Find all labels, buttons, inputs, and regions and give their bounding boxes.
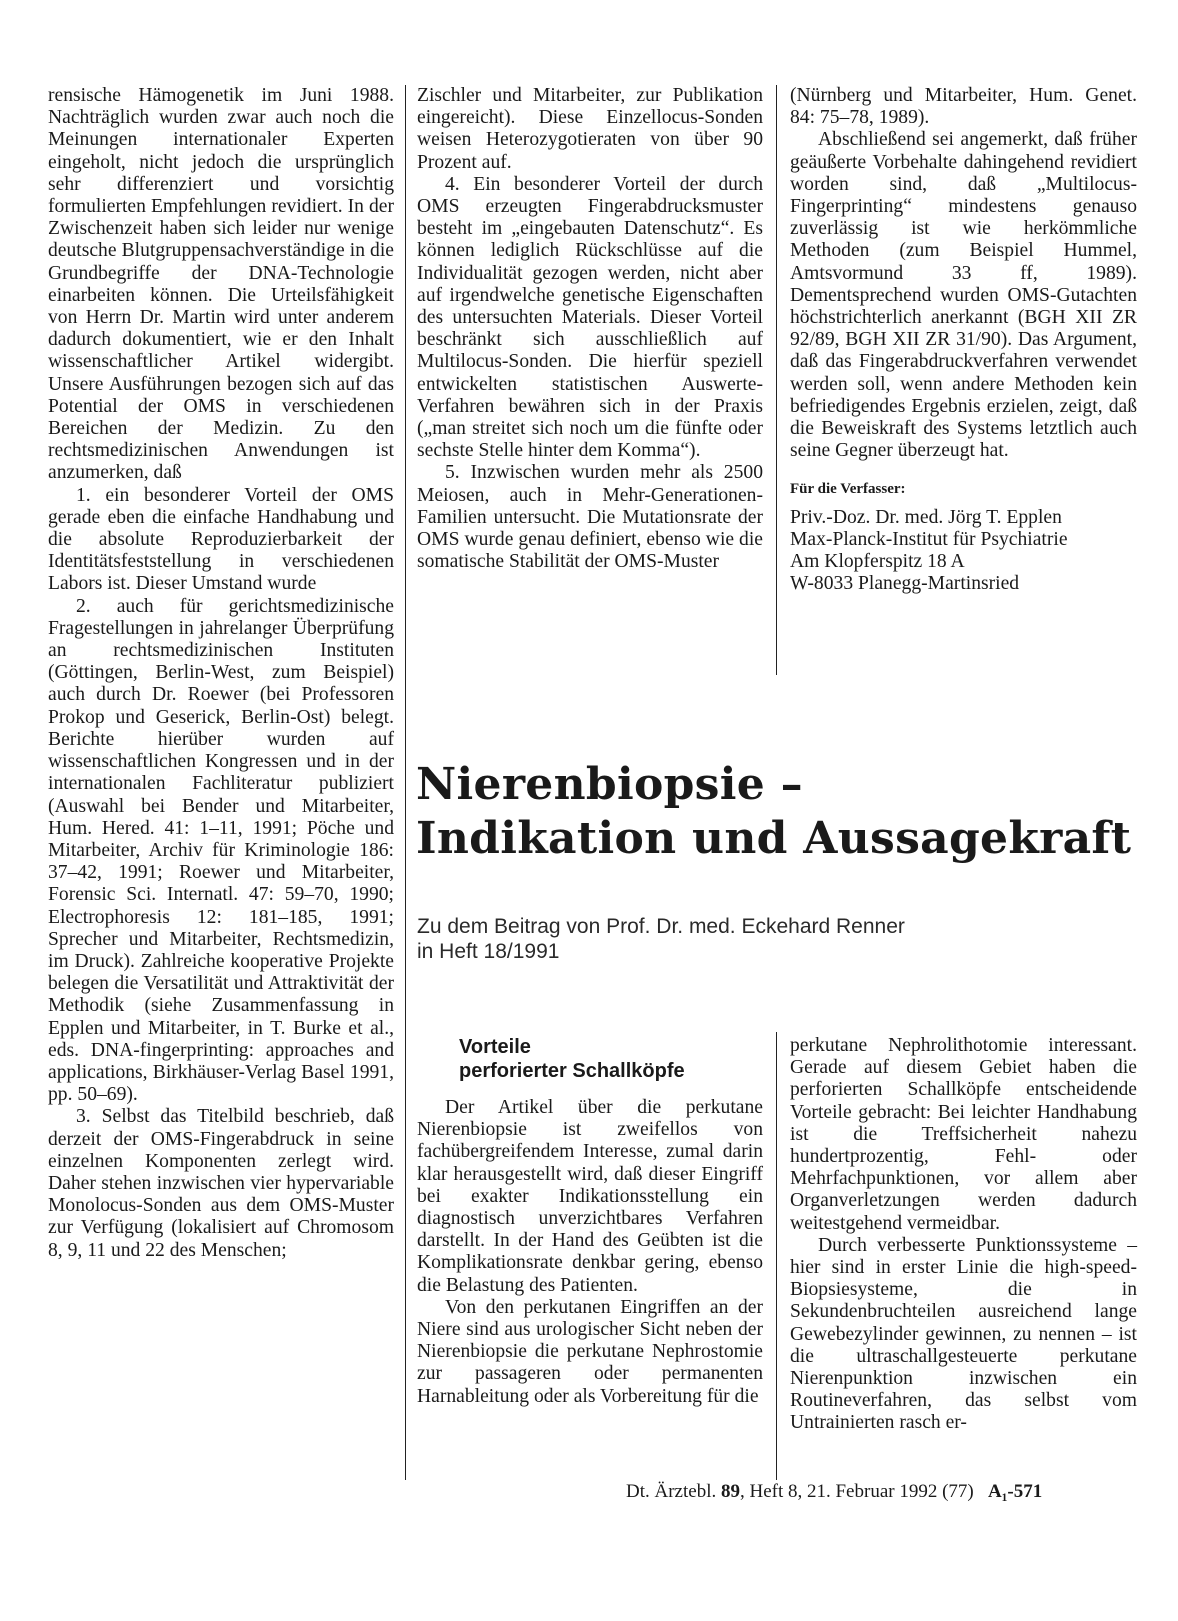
subline-line-2: in Heft 18/1991: [417, 940, 560, 963]
headline-line-2: Indikation und Aussagekraft: [416, 813, 1132, 864]
paragraph: Abschließend sei angemerkt, daß früher geäußerte Vorbehalte dahingehend revidiert worden sind, daß „Multilocus-Fingerprinting“ mindestens genauso zuverlässig ist wie herkömmliche Methoden (zum Beispiel Hummel, Amtsvormund 33 ff, 1989). Dementsprechend wurden OMS-Gutachten höchstrichterlich anerkannt (BGH XII ZR 92/89, BGH XII ZR 31/90). Das Argument, daß das Fingerabdruckverfahren verwendet werden soll, wenn andere Methoden kein befriedigendes Ergebnis erzielen, zeigt, daß die Beweiskraft des Systems letztlich auch seine Gegner überzeugt hat.: [790, 129, 1137, 462]
column-5: [790, 1035, 1137, 1435]
paragraph: Durch verbesserte Punktionssysteme – hier sind in erster Linie die high-speed-Biopsiesysteme, die in Sekundenbruchteilen ausreichend lange Gewebezylinder gewinnen, zu nennen – ist die ultraschallgesteuerte perkutane Nierenpunktion inzwischen ein Routineverfahren, das selbst vom Untrainierten rasch er-: [790, 1234, 1137, 1434]
paragraph: 2. auch für gerichtsmedizinische Fragestellungen in jahrelanger Überprüfung an rechtsmedizinischen Instituten (Göttingen, Berlin-West, zum Beispiel) auch durch Dr. Roewer (bei Professoren Prokop und Geserick, Berlin-Ost) belegt. Berichte hierüber wurden auf wissenschaftlichen Kongressen und in der internationalen Fachliteratur publiziert (Auswahl bei Bender und Mitarbeiter, Hum. Hered. 41: 1–11, 1991; Pöche und Mitarbeiter, Archiv für Kriminologie 186: 37–42, 1991; Roewer und Mitarbeiter, Forensic Sci. Internatl. 47: 59–70, 1990; Electrophoresis 12: 181–185, 1991; Sprecher und Mitarbeiter, Rechtsmedizin, im Druck). Zahlreiche kooperative Projekte belegen die Versatilität und Attraktivität der Methodik (siehe Zusammenfassung in Epplen und Mitarbeiter, in T. Burke et al., eds. DNA-fingerprinting: approaches and applications, Birkhäuser-Verlag Basel 1991, pp. 50–69).: [48, 595, 394, 1106]
paragraph: 1. ein besonderer Vorteil der OMS gerade eben die einfache Handhabung und die absolute Reproduzierbarkeit der Identitätsfeststellung in verschiedenen Labors ist. Dieser Umstand wurde: [48, 484, 394, 595]
signature-line: Am Klopferspitz 18 A: [790, 551, 965, 573]
subline-line-1: Zu dem Beitrag von Prof. Dr. med. Eckehard Renner: [417, 915, 905, 938]
paragraph: 4. Ein besonderer Vorteil der durch OMS erzeugten Fingerabdrucksmuster besteht im „eingebauten Datenschutz“. Es können lediglich Rückschlüsse auf die Individualität gezogen werden, nicht aber auf irgendwelche genetische Eigenschaften des untersuchten Materials. Dieser Vorteil beschränkt sich ausschließlich auf Multilocus-Sonden. Die hierfür speziell entwickelten statistischen Auswerte-Verfahren bewähren sich in der Praxis („man streitet sich noch um die fünfte oder sechste Stelle hinter dem Komma“).: [417, 173, 763, 462]
column-4: [417, 1035, 763, 1408]
paragraph: 3. Selbst das Titelbild beschrieb, daß derzeit der OMS-Fingerabdruck in seine einzelnen Komponenten zerlegt wird. Daher stehen inzwischen vier hypervariable Monolocus-Sonden aus dem OMS-Muster zur Verfügung (lokalisiert auf Chromosom 8, 9, 11 und 22 des Menschen;: [48, 1106, 394, 1261]
column-rule-1: [405, 85, 406, 1480]
footer-journal: Dt. Ärztebl.: [626, 1481, 717, 1502]
article-headline: [416, 758, 1156, 866]
paragraph: perkutane Nephrolithotomie interessant. Gerade auf diesem Gebiet haben die perforierten Schallköpfe entscheidende Vorteile gebracht: Bei leichter Handhabung ist die Treffsicherheit nahezu hundertprozentig, Fehl- oder Mehrfachpunktionen, vor allem aber Organverletzungen werden dadurch weitestgehend vermeidbar.: [790, 1035, 1137, 1234]
column-1: [48, 85, 394, 1262]
section-heading-line-2: perforierter Schallköpfe: [459, 1060, 685, 1082]
paragraph: (Nürnberg und Mitarbeiter, Hum. Genet. 84: 75–78, 1989).: [790, 85, 1137, 129]
column-rule-3: [776, 1032, 777, 1480]
signature-line: Priv.-Doz. Dr. med. Jörg T. Epplen: [790, 506, 1062, 528]
section-heading-line-1: Vorteile: [459, 1036, 531, 1058]
footer-page-number: A₁-571: [988, 1481, 1043, 1502]
section-heading: [459, 1035, 763, 1083]
signature-block: [790, 507, 1137, 596]
paragraph: Von den perkutanen Eingriffen an der Niere sind aus urologischer Sicht neben der Nierenbiopsie die perkutane Nephrostomie zur passageren oder permanenten Harnableitung oder als Vorbereitung für die: [417, 1296, 763, 1407]
paragraph: Zischler und Mitarbeiter, zur Publikation eingereicht). Diese Einzellocus-Sonden weisen Heterozygotieraten von über 90 Prozent auf.: [417, 85, 763, 173]
footer-volume: 89: [720, 1481, 740, 1502]
column-rule-2: [776, 85, 777, 675]
column-3: [790, 85, 1137, 595]
headline-line-1: Nierenbiopsie –: [416, 759, 803, 810]
paragraph: Der Artikel über die perkutane Nierenbiopsie ist zweifellos von fachübergreifendem Interesse, zumal darin klar herausgestellt wird, daß dieser Eingriff bei exakter Indikationsstellung ein diagnostisch unverzichtbares Verfahren darstellt. In der Hand des Geübten ist die Komplikationsrate denkbar gering, ebenso die Belastung des Patienten.: [417, 1097, 763, 1296]
signature-line: Max-Planck-Institut für Psychiatrie: [790, 528, 1068, 550]
paragraph: rensische Hämogenetik im Juni 1988. Nachträglich wurden zwar auch noch die Meinungen internationaler Experten eingeholt, nicht jedoch die ursprünglich sehr differenziert und vorsichtig formulierten Empfehlungen revidiert. In der Zwischenzeit haben sich leider nur wenige deutsche Blutgruppensachverständige in die Grundbegriffe der DNA-Technologie einarbeiten können. Die Urteilsfähigkeit von Herrn Dr. Martin wird unter anderem dadurch dokumentiert, wie er den Inhalt wissenschaftlicher Artikel widergibt. Unsere Ausführungen bezogen sich auf das Potential der OMS in verschiedenen Bereichen der Medizin. Zu den rechtsmedizinischen Anwendungen ist anzumerken, daß: [48, 85, 394, 484]
paragraph: 5. Inzwischen wurden mehr als 2500 Meiosen, auch in Mehr-Generationen-Familien untersucht. Die Mutationsrate der OMS wurde genau definiert, ebenso wie die somatische Stabilität der OMS-Muster: [417, 462, 763, 573]
footer-issue-date: , Heft 8, 21. Februar 1992 (77): [739, 1481, 974, 1502]
column-2: [417, 85, 763, 573]
signature-line: W-8033 Planegg-Martinsried: [790, 573, 1020, 595]
article-subline: [417, 914, 1157, 964]
signature-label: Für die Verfasser:: [790, 481, 906, 498]
page-footer: [626, 1480, 1146, 1504]
